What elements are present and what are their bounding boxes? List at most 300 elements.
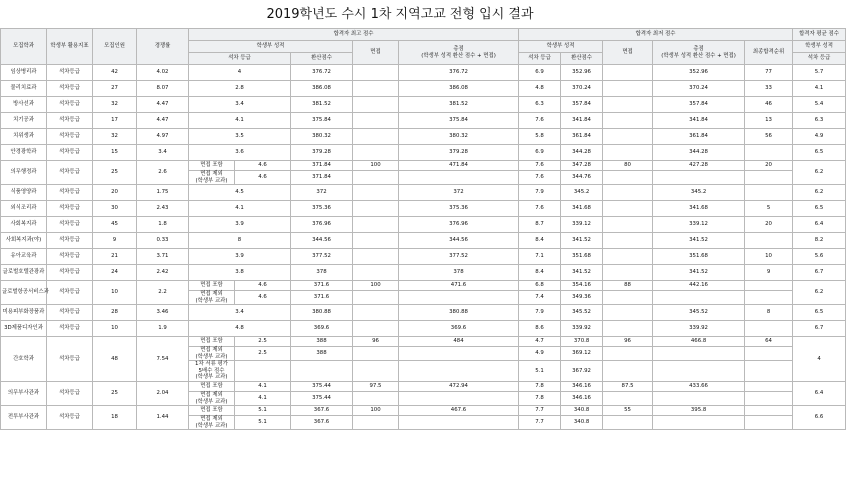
min-conv: 340.8 [561,416,603,430]
min-total: 433.66 [653,382,745,392]
min-grade: 5.1 [519,361,561,382]
min-total: 341.68 [653,201,745,217]
max-interview [353,185,399,201]
final-rank: 9 [745,265,793,281]
table-row [1,305,846,321]
min-total [653,392,745,406]
quota-cell: 10 [93,321,137,337]
max-conv [291,361,353,382]
simple-rows-group-1 [1,65,846,161]
min-interview [603,347,653,361]
min-total: 344.28 [653,145,745,161]
max-conv: 380.88 [291,305,353,321]
max-conv: 371.6 [291,291,353,305]
min-interview: 87.5 [603,382,653,392]
min-interview: 96 [603,337,653,347]
header-final-rank: 최종합격순위 [745,41,793,65]
min-total: 427.28 [653,161,745,171]
index-cell: 석차등급 [47,281,93,305]
index-cell: 석차등급 [47,81,93,97]
dept-cell: 임상병리과 [1,65,47,81]
max-total: 484 [399,337,519,347]
max-total: 378 [399,265,519,281]
max-conv: 372 [291,185,353,201]
quota-cell: 32 [93,97,137,113]
min-total: 352.96 [653,65,745,81]
sub-label: 면접 포함 [189,406,235,416]
max-total [399,416,519,430]
max-conv: 371.84 [291,171,353,185]
index-cell: 석차등급 [47,113,93,129]
min-conv: 354.16 [561,281,603,291]
max-interview: 97.5 [353,382,399,392]
index-cell: 석차등급 [47,249,93,265]
table-row [1,113,846,129]
rate-cell: 1.9 [137,321,189,337]
max-total: 369.6 [399,321,519,337]
max-grade: 4.6 [235,281,291,291]
final-rank [745,361,793,382]
max-grade: 3.8 [189,265,291,281]
avg-grade: 6.3 [793,113,846,129]
avg-grade: 6.6 [793,406,846,430]
final-rank: 10 [745,249,793,265]
min-conv: 351.68 [561,249,603,265]
min-grade: 6.9 [519,145,561,161]
dept-cell: 의무부사관과 [1,382,47,406]
min-total: 370.24 [653,81,745,97]
max-interview [353,233,399,249]
max-interview [353,217,399,233]
max-total: 379.28 [399,145,519,161]
rate-cell: 2.2 [137,281,189,305]
max-conv: 371.6 [291,281,353,291]
index-cell: 석차등급 [47,265,93,281]
max-conv: 380.32 [291,129,353,145]
final-rank: 56 [745,129,793,145]
max-total: 467.6 [399,406,519,416]
min-interview [603,416,653,430]
dept-cell: 사회복지과 [1,217,47,233]
min-total: 361.84 [653,129,745,145]
min-grade: 7.9 [519,185,561,201]
min-interview [603,129,653,145]
max-total [399,171,519,185]
avg-grade: 4.9 [793,129,846,145]
min-conv: 357.84 [561,97,603,113]
avg-grade: 6.2 [793,185,846,201]
final-rank: 20 [745,217,793,233]
quota-cell: 10 [93,281,137,305]
max-grade: 3.9 [189,249,291,265]
final-rank [745,233,793,249]
max-grade: 3.6 [189,145,291,161]
min-grade: 6.8 [519,281,561,291]
max-conv: 367.6 [291,416,353,430]
max-conv: 381.52 [291,97,353,113]
min-grade: 7.1 [519,249,561,265]
avg-grade: 6.7 [793,265,846,281]
max-grade: 5.1 [235,406,291,416]
avg-grade: 6.4 [793,217,846,233]
min-interview [603,217,653,233]
quota-cell: 24 [93,265,137,281]
max-total [399,291,519,305]
quota-cell: 27 [93,81,137,97]
final-rank [745,416,793,430]
max-total: 372 [399,185,519,201]
max-interview [353,201,399,217]
page-title: 2019학년도 수시 1차 지역고교 전형 입시 결과 [266,7,534,22]
min-interview [603,201,653,217]
table-row [1,321,846,337]
min-interview [603,361,653,382]
quota-cell: 32 [93,129,137,145]
index-cell: 석차등급 [47,185,93,201]
sub-label: 면접 제외 (학생부 교과) [189,291,235,305]
header-max-conv: 환산점수 [291,53,353,65]
min-interview [603,185,653,201]
min-total [653,361,745,382]
max-grade: 4.1 [235,392,291,406]
min-interview [603,113,653,129]
min-interview [603,81,653,97]
dept-cell: 글로벌항공서비스과 [1,281,47,305]
max-conv: 388 [291,337,353,347]
max-total: 344.56 [399,233,519,249]
min-total: 341.52 [653,265,745,281]
quota-cell: 21 [93,249,137,265]
table-row [1,406,846,416]
table-row [1,249,846,265]
min-interview [603,291,653,305]
min-grade: 7.6 [519,171,561,185]
dept-cell: 유아교육과 [1,249,47,265]
max-grade: 4.6 [235,161,291,171]
final-rank [745,392,793,406]
min-grade: 7.7 [519,416,561,430]
min-grade: 6.3 [519,97,561,113]
min-total: 345.52 [653,305,745,321]
final-rank [745,291,793,305]
sub-label: 면접 제외 (학생부 교과) [189,416,235,430]
rate-cell: 8.07 [137,81,189,97]
max-interview [353,347,399,361]
header-min-total: 총점 (학생부 성적 환산 점수 + 면접) [653,41,745,65]
admission-results-table [0,28,846,430]
min-grade: 6.9 [519,65,561,81]
min-grade: 7.8 [519,392,561,406]
index-cell: 석차등급 [47,161,93,185]
min-conv: 349.36 [561,291,603,305]
rate-cell: 4.47 [137,113,189,129]
dept-cell: 3D제품디자인과 [1,321,47,337]
avg-grade: 4.1 [793,81,846,97]
rate-cell: 4.02 [137,65,189,81]
min-interview [603,171,653,185]
max-total: 472.94 [399,382,519,392]
min-conv: 370.24 [561,81,603,97]
max-conv: 378 [291,265,353,281]
header-max-grade: 석차 등급 [189,53,291,65]
table-row [1,265,846,281]
max-total: 381.52 [399,97,519,113]
dept-cell: 미용피부화장품과 [1,305,47,321]
min-interview [603,392,653,406]
header-max-record: 학생부 성적 [189,41,353,53]
max-interview: 100 [353,161,399,171]
dept-cell: 식품영양과 [1,185,47,201]
simple-rows-group-2 [1,185,846,281]
min-total [653,347,745,361]
max-grade: 4.1 [189,113,291,129]
max-interview [353,416,399,430]
quota-cell: 20 [93,185,137,201]
dept-cell: 치위생과 [1,129,47,145]
max-interview [353,113,399,129]
min-interview [603,305,653,321]
max-conv: 344.56 [291,233,353,249]
header-avg-group: 합격자 평균 점수 [793,29,846,41]
final-rank: 5 [745,201,793,217]
min-conv: 340.8 [561,406,603,416]
min-total: 351.68 [653,249,745,265]
final-rank: 64 [745,337,793,347]
min-interview: 88 [603,281,653,291]
max-grade: 4.5 [189,185,291,201]
table-row [1,217,846,233]
rate-cell: 2.6 [137,161,189,185]
index-cell: 석차등급 [47,65,93,81]
max-interview [353,291,399,305]
min-grade: 8.7 [519,217,561,233]
max-grade: 4 [189,65,291,81]
max-grade: 4.1 [235,382,291,392]
max-grade: 2.5 [235,347,291,361]
header-rate: 경쟁률 [137,29,189,65]
quota-cell: 48 [93,337,137,382]
max-interview [353,97,399,113]
header-min-group: 합격자 최저 점수 [519,29,793,41]
min-conv: 344.76 [561,171,603,185]
index-cell: 석차등급 [47,382,93,406]
header-min-record: 학생부 성적 [519,41,603,53]
min-grade: 7.6 [519,113,561,129]
min-grade: 7.6 [519,161,561,171]
min-conv: 339.12 [561,217,603,233]
dept-cell: 치기공과 [1,113,47,129]
max-grade: 3.4 [189,97,291,113]
index-cell: 석차등급 [47,217,93,233]
final-rank: 33 [745,81,793,97]
min-conv: 370.8 [561,337,603,347]
max-total: 380.88 [399,305,519,321]
sub-label: 면접 포함 [189,382,235,392]
max-grade: 2.5 [235,337,291,347]
rate-cell: 4.97 [137,129,189,145]
min-grade: 8.4 [519,265,561,281]
dept-cell: 방사선과 [1,97,47,113]
min-total: 339.92 [653,321,745,337]
avg-grade: 5.4 [793,97,846,113]
min-interview [603,65,653,81]
min-grade: 8.6 [519,321,561,337]
avg-grade: 6.7 [793,321,846,337]
max-interview [353,171,399,185]
quota-cell: 42 [93,65,137,81]
final-rank [745,321,793,337]
min-grade: 4.7 [519,337,561,347]
max-interview [353,249,399,265]
min-conv: 339.92 [561,321,603,337]
final-rank: 20 [745,161,793,171]
final-rank: 8 [745,305,793,321]
min-total [653,291,745,305]
max-interview [353,65,399,81]
avg-grade: 5.6 [793,249,846,265]
min-total [653,171,745,185]
rate-cell: 2.42 [137,265,189,281]
final-rank [745,281,793,291]
quota-cell: 45 [93,217,137,233]
header-max-group: 합격자 최고 점수 [189,29,519,41]
quota-cell: 18 [93,406,137,430]
quota-cell: 28 [93,305,137,321]
max-conv: 376.72 [291,65,353,81]
max-grade: 4.6 [235,171,291,185]
dept-cell: 의무행정과 [1,161,47,185]
header-avg-grade: 석차 등급 [793,53,846,65]
min-grade: 7.8 [519,382,561,392]
rate-cell: 3.46 [137,305,189,321]
avg-grade: 6.5 [793,305,846,321]
max-grade: 3.4 [189,305,291,321]
final-rank: 77 [745,65,793,81]
min-grade: 4.8 [519,81,561,97]
quota-cell: 30 [93,201,137,217]
min-total: 341.52 [653,233,745,249]
sub-label: 면접 제외 (학생부 교과) [189,392,235,406]
max-interview: 100 [353,406,399,416]
max-conv: 388 [291,347,353,361]
simple-rows-group-3 [1,305,846,337]
min-conv: 345.52 [561,305,603,321]
avg-grade: 8.2 [793,233,846,249]
final-rank [745,406,793,416]
max-interview [353,305,399,321]
final-rank [745,347,793,361]
quota-cell: 17 [93,113,137,129]
max-grade: 4.8 [189,321,291,337]
max-interview [353,361,399,382]
max-total: 386.08 [399,81,519,97]
min-total: 357.84 [653,97,745,113]
header-min-grade: 석차 등급 [519,53,561,65]
sub-label: 1차 서류 평가 5배수 점수 (학생부 교과) [189,361,235,382]
table-row [1,233,846,249]
dept-cell: 물리치료과 [1,81,47,97]
max-total: 375.36 [399,201,519,217]
max-total [399,347,519,361]
max-grade: 4.6 [235,291,291,305]
min-grade: 7.9 [519,305,561,321]
dept-cell: 안경광학과 [1,145,47,161]
max-interview [353,145,399,161]
max-conv: 369.6 [291,321,353,337]
quota-cell: 9 [93,233,137,249]
sub-label: 면접 포함 [189,337,235,347]
avg-grade: 4 [793,337,846,382]
min-grade: 7.6 [519,201,561,217]
rate-cell: 1.8 [137,217,189,233]
table-row [1,281,846,291]
table-row [1,201,846,217]
min-conv: 367.92 [561,361,603,382]
min-total: 442.16 [653,281,745,291]
max-total: 376.96 [399,217,519,233]
avg-grade: 6.2 [793,161,846,185]
table-row [1,185,846,201]
max-conv: 376.96 [291,217,353,233]
min-conv: 341.52 [561,265,603,281]
header-max-total: 총점 (학생부 성적 환산 점수 + 면접) [399,41,519,65]
max-conv: 367.6 [291,406,353,416]
max-grade: 2.8 [189,81,291,97]
rate-cell: 2.04 [137,382,189,406]
min-conv: 345.2 [561,185,603,201]
min-conv: 346.16 [561,382,603,392]
header-min-interview: 면접 [603,41,653,65]
max-conv: 375.84 [291,113,353,129]
sub-label: 면접 제외 (학생부 교과) [189,347,235,361]
final-rank: 13 [745,113,793,129]
max-conv: 377.52 [291,249,353,265]
min-conv: 341.52 [561,233,603,249]
max-total: 380.32 [399,129,519,145]
final-rank [745,185,793,201]
max-grade: 3.5 [189,129,291,145]
dept-cell: 글로벌호텔관광과 [1,265,47,281]
final-rank [745,145,793,161]
avg-grade: 5.7 [793,65,846,81]
min-conv: 341.84 [561,113,603,129]
index-cell: 석차등급 [47,321,93,337]
table-row [1,161,846,171]
rate-cell: 1.75 [137,185,189,201]
max-conv: 371.84 [291,161,353,171]
min-conv: 341.68 [561,201,603,217]
header-min-conv: 환산점수 [561,53,603,65]
max-total: 471.6 [399,281,519,291]
avg-grade: 6.2 [793,281,846,305]
header-avg-record: 학생부 성적 [793,41,846,53]
max-total: 376.72 [399,65,519,81]
min-total: 339.12 [653,217,745,233]
index-cell: 석차등급 [47,97,93,113]
table-row [1,129,846,145]
min-total [653,416,745,430]
max-total: 471.84 [399,161,519,171]
max-grade [235,361,291,382]
min-grade: 7.7 [519,406,561,416]
max-interview [353,129,399,145]
sub-label: 면접 포함 [189,161,235,171]
min-conv: 344.28 [561,145,603,161]
quota-cell: 15 [93,145,137,161]
max-interview [353,81,399,97]
avg-grade: 6.5 [793,145,846,161]
min-total: 466.8 [653,337,745,347]
